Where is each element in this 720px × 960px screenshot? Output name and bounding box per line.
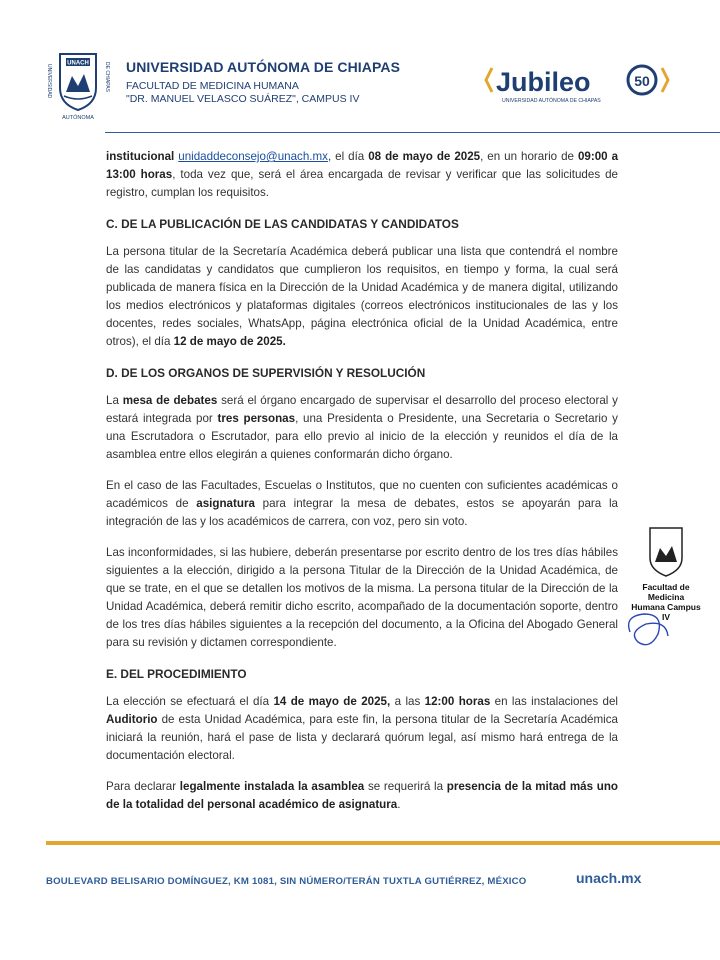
footer-website[interactable]: unach.mx: [576, 870, 642, 886]
section-e-title: E. DEL PROCEDIMIENTO: [106, 667, 247, 681]
document-body: [106, 148, 618, 827]
section-d-title: D. DE LOS ORGANOS DE SUPERVISIÓN Y RESOLUCIÓN: [106, 366, 426, 380]
section-c-paragraph: La persona titular de la Secretaría Académica deberá publicar una lista que contendrá el nombre de las candidatas y candidatos que cumplieron los requisitos, en tiempo y forma, la cual será publicada de manera física en la Dirección de la Unidad Académica y de manera digital, utilizando los medios electrónicos y plataformas digitales (correos electrónicos institucionales de las y los docentes, redes sociales, WhatsApp, página electrónica oficial de la Unidad Académica, entre otros), el día 12 de mayo de 2025.: [106, 245, 618, 348]
faculty-line-1: FACULTAD DE MEDICINA HUMANA: [126, 80, 299, 92]
section-d-paragraph-1: La mesa de debates será el órgano encargado de supervisar el desarrollo del proceso electoral y estará integrada por tres personas, una Presidenta o Presidente, una Secretaria o Secretario y una Escrutadora o Escrutador, para ello previo al inicio de la elección y reunidos el día de la asamblea entre ellos elegirán a quienes conformarán dicho órgano.: [106, 394, 618, 461]
section-c-title: C. DE LA PUBLICACIÓN DE LAS CANDIDATAS Y CANDIDATOS: [106, 217, 459, 231]
stamp-caption: Facultad de Medicina Humana Campus IV: [631, 582, 701, 622]
email-link[interactable]: unidaddeconsejo@unach.mx: [178, 150, 328, 163]
footer-address: BOULEVARD BELISARIO DOMÍNGUEZ, KM 1081, SIN NÚMERO/TERÁN TUXTLA GUTIÉRREZ, MÉXICO: [46, 876, 527, 887]
section-d-paragraph-2: En el caso de las Facultades, Escuelas o Institutos, que no cuenten con suficientes académicas o académicos de asignatura para integrar la mesa de debates, estos se apoyarán para la integración de las y los académicos de carrera, con voz, pero sin voto.: [106, 479, 619, 528]
svg-text:DE CHIAPAS: DE CHIAPAS: [104, 62, 110, 92]
paragraph-registration: institucional unidaddeconsejo@unach.mx, el día 08 de mayo de 2025, en un horario de 09:00 a 13:00 horas, toda vez que, será el área encargada de revisar y verificar que las solicitudes de registro, cumplan los requisitos.: [106, 150, 619, 199]
section-e-paragraph-1: La elección se efectuará el día 14 de mayo de 2025, a las 12:00 horas en las instalaciones del Auditorio de esta Unidad Académica, para este fin, la persona titular de la Secretaría Académica iniciará la reunión, hará el pase de lista y declarará quórum legal, así mismo hará entrega de la documentación electoral.: [106, 695, 619, 762]
letterhead: [0, 0, 720, 140]
header-divider: [105, 132, 720, 133]
faculty-name: [126, 80, 359, 106]
svg-text:UNIVERSIDAD: UNIVERSIDAD: [46, 64, 52, 99]
svg-text:Jubileo: Jubileo: [496, 67, 591, 97]
section-e-paragraph-2: Para declarar legalmente instalada la asamblea se requerirá la presencia de la mitad más uno de la totalidad del personal académico de asignatura.: [106, 780, 618, 811]
section-d-paragraph-3: Las inconformidades, si las hubiere, deberán presentarse por escrito dentro de los tres días hábiles siguientes a la elección, dirigido a la persona Titular de la Dirección de la Unidad Académica, de que se trate, en el que se detallen los motivos de la misma. La persona titular de la Dirección de la Unidad Académica, deberá remitir dicho escrito, acompañado de la documentación soporte, dentro de los tres días hábiles siguientes a la recepción del documento, a la Oficina del Abogado General para su revisión y dictamen correspondiente.: [106, 546, 618, 649]
unach-logo: [40, 48, 116, 121]
faculty-line-2: "DR. MANUEL VELASCO SUÁREZ", CAMPUS IV: [126, 93, 360, 105]
svg-text:AUTÓNOMA: AUTÓNOMA: [62, 115, 94, 121]
jubileo-logo: [484, 58, 674, 108]
svg-text:UNACH: UNACH: [67, 60, 89, 67]
university-name: UNIVERSIDAD AUTÓNOMA DE CHIAPAS: [126, 59, 401, 75]
svg-text:UNIVERSIDAD AUTÓNOMA DE CHIAPA: UNIVERSIDAD AUTÓNOMA DE CHIAPAS: [502, 98, 601, 104]
svg-text:50: 50: [634, 73, 650, 89]
footer-divider: [46, 841, 720, 845]
